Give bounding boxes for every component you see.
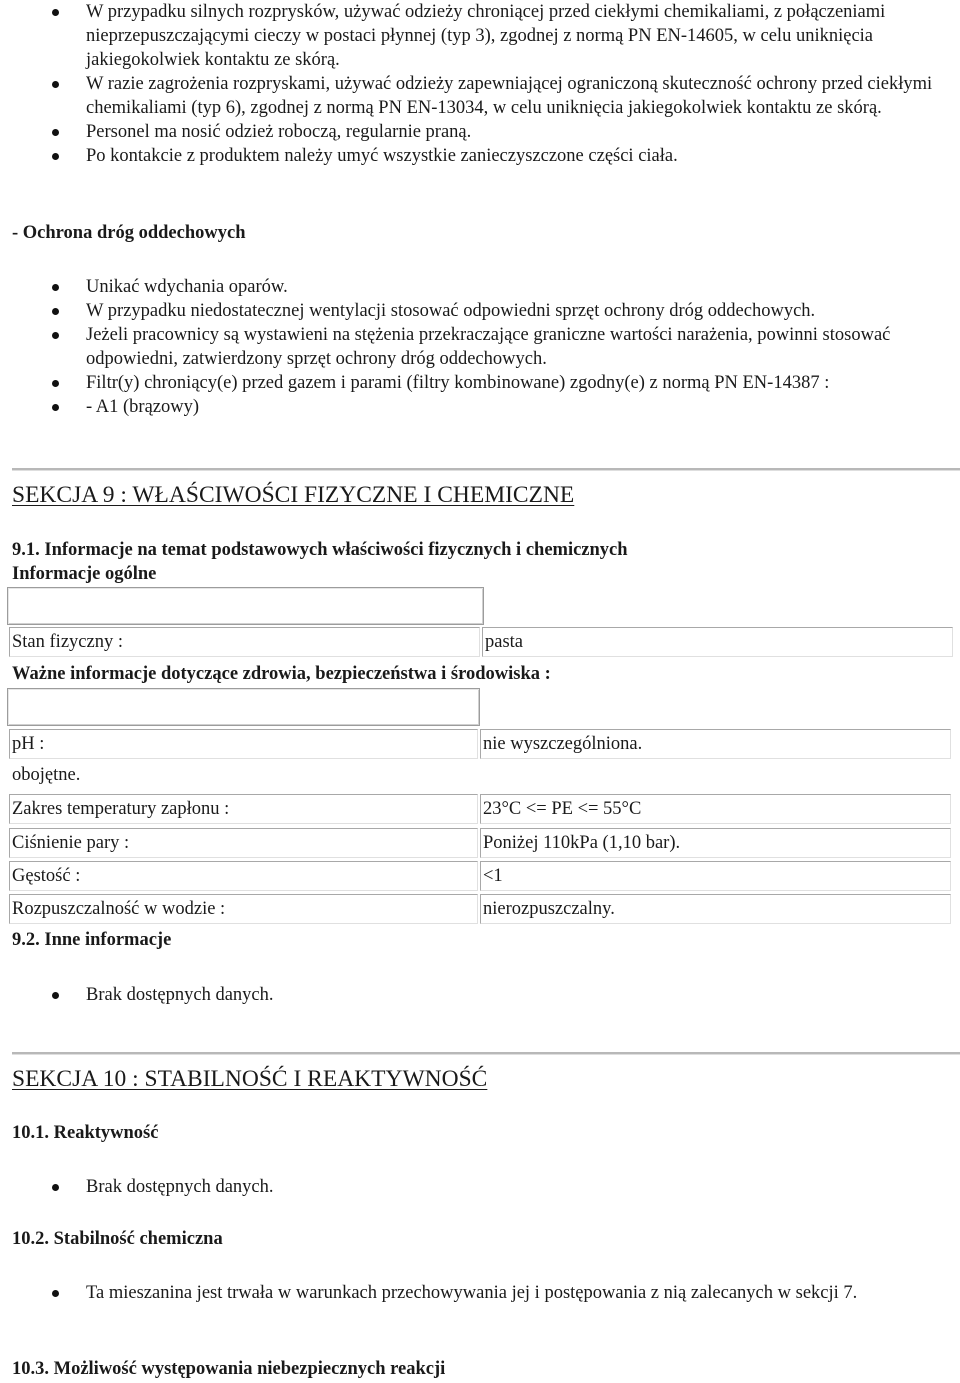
list-item <box>0 0 960 72</box>
flash-point-label: Zakres temperatury zapłonu : <box>9 794 478 824</box>
list-item-text: - A1 (brązowy) <box>86 397 200 417</box>
physical-state-label: Stan fizyczny : <box>9 627 480 657</box>
list-item <box>0 1281 960 1305</box>
bullet-icon <box>52 332 59 339</box>
bullet-icon <box>52 284 59 291</box>
solubility-label: Rozpuszczalność w wodzie : <box>9 894 478 924</box>
respiratory-list <box>0 275 960 419</box>
subsection-10-3-heading: 10.3. Możliwość występowania niebezpiecznych reakcji <box>12 1359 446 1379</box>
protection-list <box>0 0 960 168</box>
empty-field-box <box>7 587 484 625</box>
density-value: <1 <box>480 861 951 891</box>
stability-list <box>0 1281 960 1305</box>
bullet-icon <box>52 1290 59 1297</box>
bullet-icon <box>52 81 59 88</box>
list-item <box>0 72 960 120</box>
density-label: Gęstość : <box>9 861 478 891</box>
section-10-title: SEKCJA 10 : STABILNOŚĆ I REAKTYWNOŚĆ <box>12 1066 488 1092</box>
subsection-10-1-heading: 10.1. Reaktywność <box>12 1123 159 1143</box>
ph-value: nie wyszczególniona. <box>480 729 951 759</box>
list-item-text: Po kontakcie z produktem należy umyć wszystkie zanieczyszczone części ciała. <box>86 146 678 166</box>
list-item <box>0 299 960 323</box>
list-item <box>0 323 960 371</box>
list-item-text: Unikać wdychania oparów. <box>86 277 288 297</box>
list-item <box>0 983 960 1007</box>
list-item-text: Brak dostępnych danych. <box>86 985 274 1005</box>
list-item <box>0 395 960 419</box>
empty-field-box <box>7 688 480 726</box>
section-divider <box>12 468 960 471</box>
respiratory-heading: - Ochrona dróg oddechowych <box>12 223 246 243</box>
subsection-9-1-heading: 9.1. Informacje na temat podstawowych właściwości fizycznych i chemicznych <box>12 540 628 560</box>
section-9-title: SEKCJA 9 : WŁAŚCIWOŚCI FIZYCZNE I CHEMICZNE <box>12 482 575 508</box>
subsection-9-2-heading: 9.2. Inne informacje <box>12 930 172 950</box>
bullet-icon <box>52 308 59 315</box>
list-item-text: Personel ma nosić odzież roboczą, regularnie praną. <box>86 122 472 142</box>
reactivity-list <box>0 1175 960 1199</box>
list-item <box>0 120 960 144</box>
vapour-pressure-value: Poniżej 110kPa (1,10 bar). <box>480 828 951 858</box>
list-item-text: Jeżeli pracownicy są wystawieni na stężenia przekraczające graniczne wartości narażenia, powinni stosować odpowiedni, zatwierdzony sprzęt ochrony dróg oddechowych. <box>86 325 891 369</box>
list-item-text: W razie zagrożenia rozpryskami, używać odzieży zapewniającej ograniczoną skuteczność ochrony przed ciekłymi chemikaliami (typ 6), zgodnej z normą PN EN-13034, w celu uniknięcia jakiegokolwiek kontaktu ze skórą. <box>86 74 933 118</box>
ph-note: obojętne. <box>12 765 81 785</box>
bullet-icon <box>52 380 59 387</box>
bullet-icon <box>52 992 59 999</box>
list-item-text: Filtr(y) chroniący(e) przed gazem i parami (filtry kombinowane) zgodny(e) z normą PN EN-14387 : <box>86 373 830 393</box>
subsection-10-2-heading: 10.2. Stabilność chemiczna <box>12 1229 223 1249</box>
list-item-text: Ta mieszanina jest trwała w warunkach przechowywania jej i postępowania z nią zalecanych w sekcji 7. <box>86 1283 858 1303</box>
bullet-icon <box>52 153 59 160</box>
vapour-pressure-label: Ciśnienie pary : <box>9 828 478 858</box>
list-item <box>0 144 960 168</box>
list-item <box>0 275 960 299</box>
bullet-icon <box>52 1184 59 1191</box>
list-item <box>0 371 960 395</box>
list-item-text: W przypadku niedostatecznej wentylacji stosować odpowiedni sprzęt ochrony dróg oddechowych. <box>86 301 816 321</box>
bullet-icon <box>52 129 59 136</box>
bullet-icon <box>52 9 59 16</box>
list-item-text: W przypadku silnych rozprysków, używać odzieży chroniącej przed ciekłymi chemikaliami, z połączeniami nieprzepuszczającymi cieczy w postaci płynnej (typ 3), zgodnej z normą PN EN-14605, w celu uniknięcia jakiegokolwiek kontaktu ze skórą. <box>86 2 886 70</box>
flash-point-value: 23°C <= PE <= 55°C <box>480 794 951 824</box>
bullet-icon <box>52 404 59 411</box>
section-divider <box>12 1052 960 1055</box>
physical-state-value: pasta <box>482 627 953 657</box>
general-info-heading: Informacje ogólne <box>12 564 157 584</box>
other-info-list <box>0 983 960 1007</box>
list-item-text: Brak dostępnych danych. <box>86 1177 274 1197</box>
list-item <box>0 1175 960 1199</box>
solubility-value: nierozpuszczalny. <box>480 894 951 924</box>
important-info-heading: Ważne informacje dotyczące zdrowia, bezpieczeństwa i środowiska : <box>12 664 551 684</box>
ph-label: pH : <box>9 729 478 759</box>
